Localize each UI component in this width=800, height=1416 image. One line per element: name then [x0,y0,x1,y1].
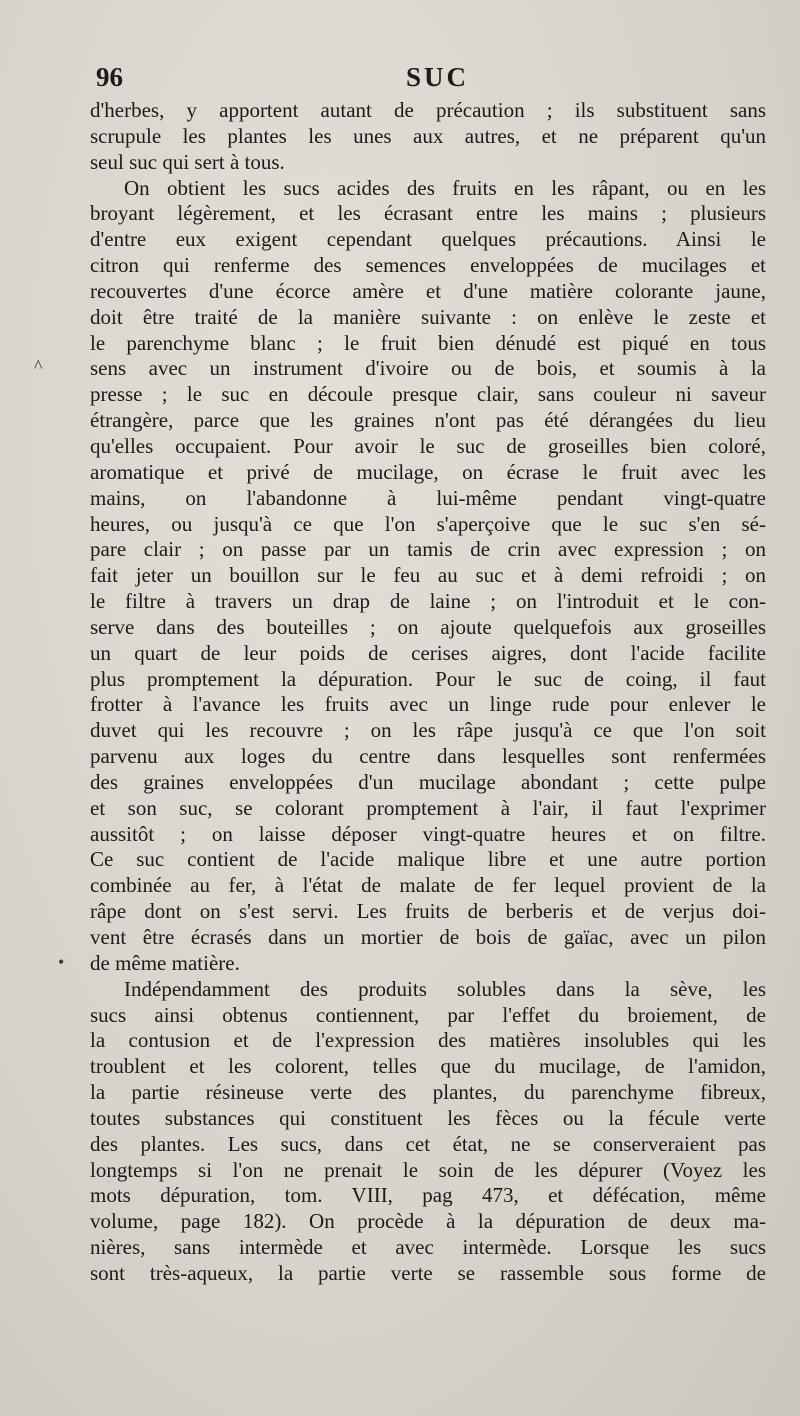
text-line: doit être traité de la manière suivante : on enlève le zeste et [90,304,766,329]
text-line: qu'elles occupaient. Pour avoir le suc de groseilles bien coloré, [90,433,766,458]
text-line: plus promptement la dépuration. Pour le suc de coing, il faut [90,666,766,691]
text-line: mots dépuration, tom. VIII, pag 473, et défécation, même [90,1183,766,1208]
text-line: sont très-aqueux, la partie verte se rassemble sous forme de [90,1260,766,1285]
text-line: et son suc, se colorant promptement à l'air, il faut l'exprimer [90,795,766,820]
text-line: duvet qui les recouvre ; on les râpe jusqu'à ce que l'on soit [90,718,766,743]
text-line: fait jeter un bouillon sur le feu au suc et à demi refroidi ; on [90,563,766,588]
text-line: d'herbes, y apportent autant de précaution ; ils substituent sans [90,98,766,122]
text-line: la contusion et de l'expression des matières insolubles qui les [90,1028,766,1053]
text-line: le filtre à travers un drap de laine ; on l'introduit et le con- [90,589,766,614]
text-line: d'entre eux exigent cependant quelques précautions. Ainsi le [90,227,766,252]
text-line: broyant légèrement, et les écrasant entre les mains ; plusieurs [90,201,766,226]
text-line: parvenu aux loges du centre dans lesquelles sont renfermées [90,744,766,769]
text-line: nières, sans intermède et avec intermède. Lorsque les sucs [90,1235,766,1260]
text-line: aussitôt ; on laisse déposer vingt-quatre heures et on filtre. [90,821,766,846]
text-line: le parenchyme blanc ; le fruit bien dénudé est piqué en tous [90,330,766,355]
text-line: Ce suc contient de l'acide malique libre et une autre portion [90,847,766,872]
text-line: longtemps si l'on ne prenait le soin de les dépurer (Voyez les [90,1157,766,1182]
text-line: un quart de leur poids de cerises aigres, dont l'acide facilite [90,640,766,665]
text-line: des plantes. Les sucs, dans cet état, ne se conserveraient pas [90,1131,766,1156]
text-line: heures, ou jusqu'à ce que l'on s'aperçoive que le suc s'en sé- [90,511,766,536]
text-line: On obtient les sucs acides des fruits en les râpant, ou en les [124,175,766,200]
text-line: de même matière. [90,950,240,975]
text-line: recouvertes d'une écorce amère et d'une matière colorante jaune, [90,278,766,303]
text-line: aromatique et privé de mucilage, on écrase le fruit avec les [90,459,766,484]
page-header [96,62,764,96]
text-line: troublent et les colorent, telles que du mucilage, de l'amidon, [90,1054,766,1079]
body-text [90,98,766,1287]
text-line: vent être écrasés dans un mortier de bois de gaïac, avec un pilon [90,925,766,949]
text-line: pare clair ; on passe par un tamis de crin avec expression ; on [90,537,766,562]
text-line: des graines enveloppées d'un mucilage abondant ; cette pulpe [90,769,766,794]
text-line: Indépendamment des produits solubles dans la sève, les [124,976,766,1001]
text-line: sucs ainsi obtenus contiennent, par l'effet du broiement, de [90,1002,766,1027]
margin-mark: ^ [34,356,43,376]
text-line: étrangère, parce que les graines n'ont pas été dérangées du lieu [90,408,766,433]
text-line: volume, page 182). On procède à la dépuration de deux ma- [90,1209,766,1234]
page-number: 96 [96,62,123,92]
text-line: seul suc qui sert à tous. [90,149,285,174]
text-line: presse ; le suc en découle presque clair, sans couleur ni saveur [90,382,766,407]
text-line: râpe dont on s'est servi. Les fruits de berberis et de verjus doi- [90,899,766,924]
text-line: la partie résineuse verte des plantes, du parenchyme fibreux, [90,1080,766,1105]
text-line: frotter à l'avance les fruits avec un linge rude pour enlever le [90,692,766,717]
text-line: scrupule les plantes les unes aux autres, et ne préparent qu'un [90,123,766,148]
text-line: toutes substances qui constituent les fèces ou la fécule verte [90,1105,766,1130]
text-line: mains, on l'abandonne à lui-même pendant vingt-quatre [90,485,766,510]
running-head: SUC [406,62,470,92]
margin-dot: • [58,952,65,972]
text-line: citron qui renferme des semences enveloppées de mucilages et [90,253,766,278]
text-line: serve dans des bouteilles ; on ajoute quelquefois aux groseilles [90,614,766,639]
text-line: sens avec un instrument d'ivoire ou de bois, et soumis à la [90,356,766,381]
text-line: combinée au fer, à l'état de malate de fer lequel provient de la [90,873,766,898]
